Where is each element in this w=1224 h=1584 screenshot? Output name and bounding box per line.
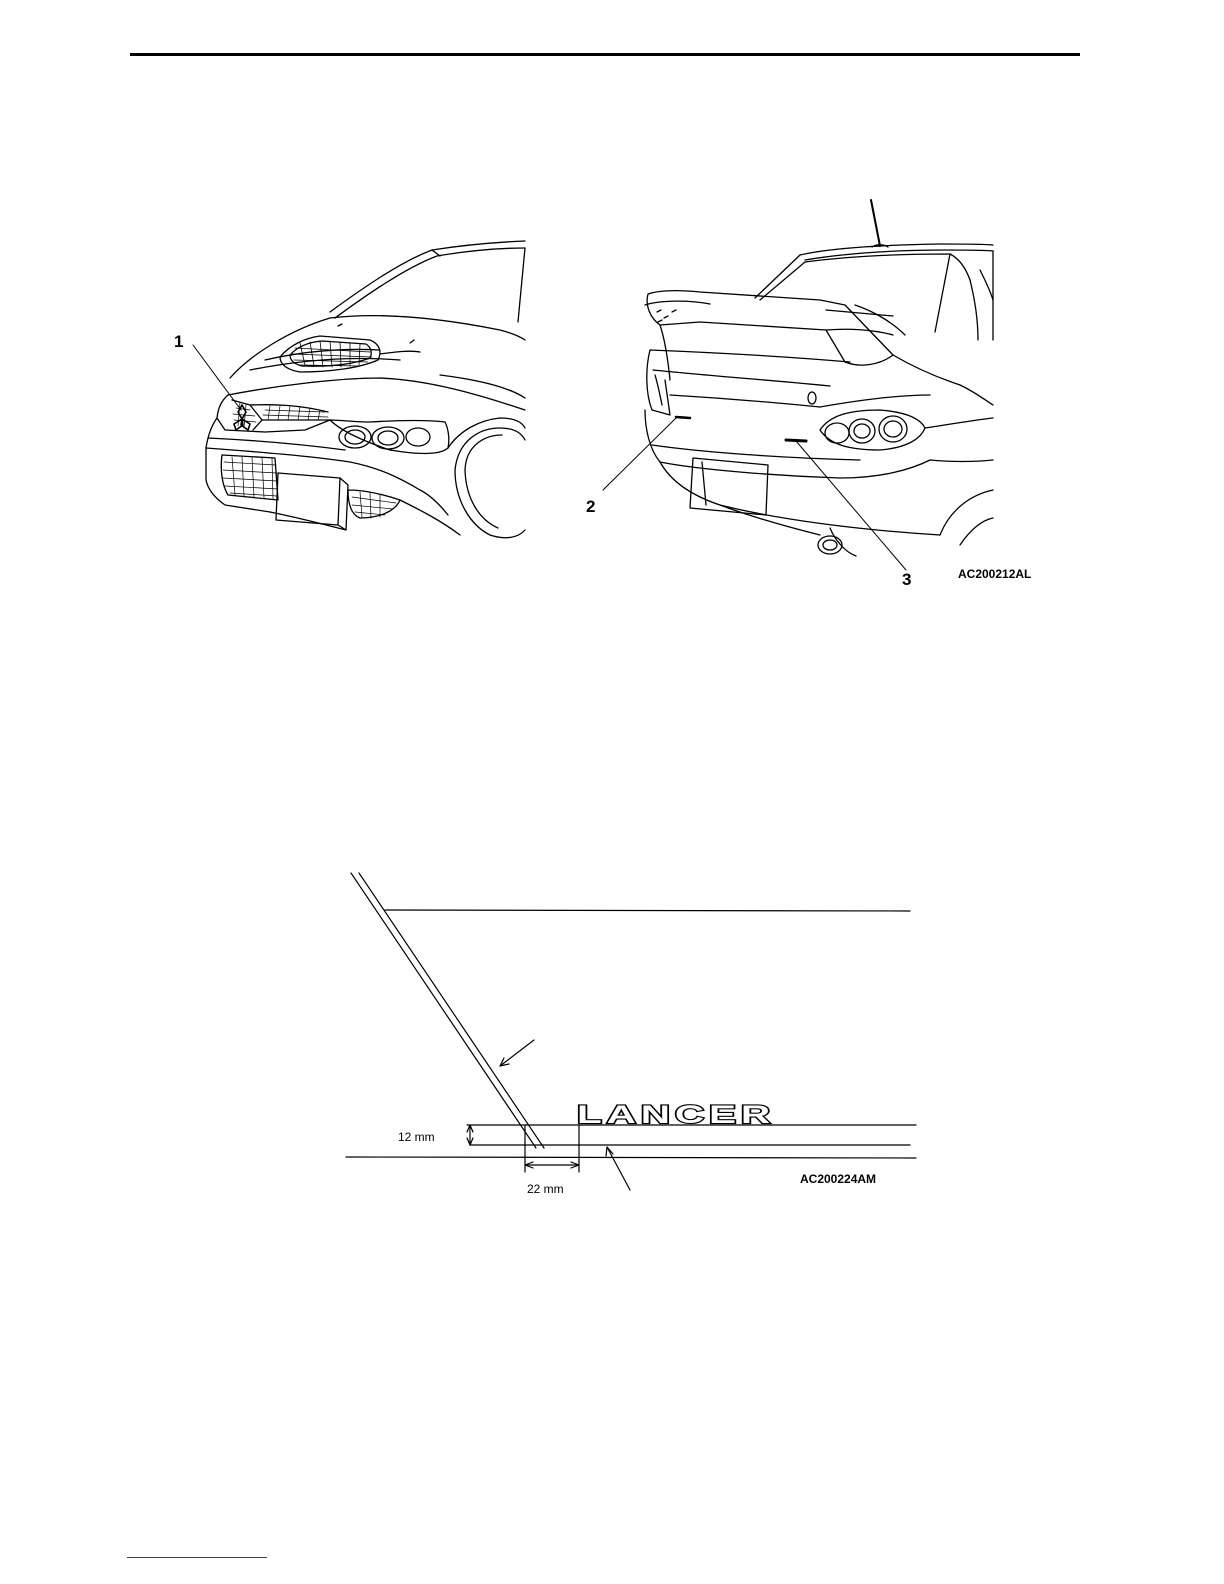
footer-link-rule (127, 1557, 267, 1558)
rear-car-illustration (603, 200, 993, 570)
figure2-code: AC200224AM (800, 1172, 877, 1186)
lancer-emblem: LANCER (577, 1101, 775, 1129)
figure1-code: AC200212AL (958, 567, 1032, 581)
callout-1: 1 (174, 332, 184, 351)
callout-2: 2 (586, 497, 596, 516)
dimension-22mm-label: 22 mm (527, 1182, 564, 1196)
front-car-illustration (193, 241, 525, 538)
dimension-12mm-label: 12 mm (398, 1130, 435, 1144)
lancer-emblem-position-figure (346, 873, 916, 1196)
callout-3: 3 (902, 570, 912, 589)
